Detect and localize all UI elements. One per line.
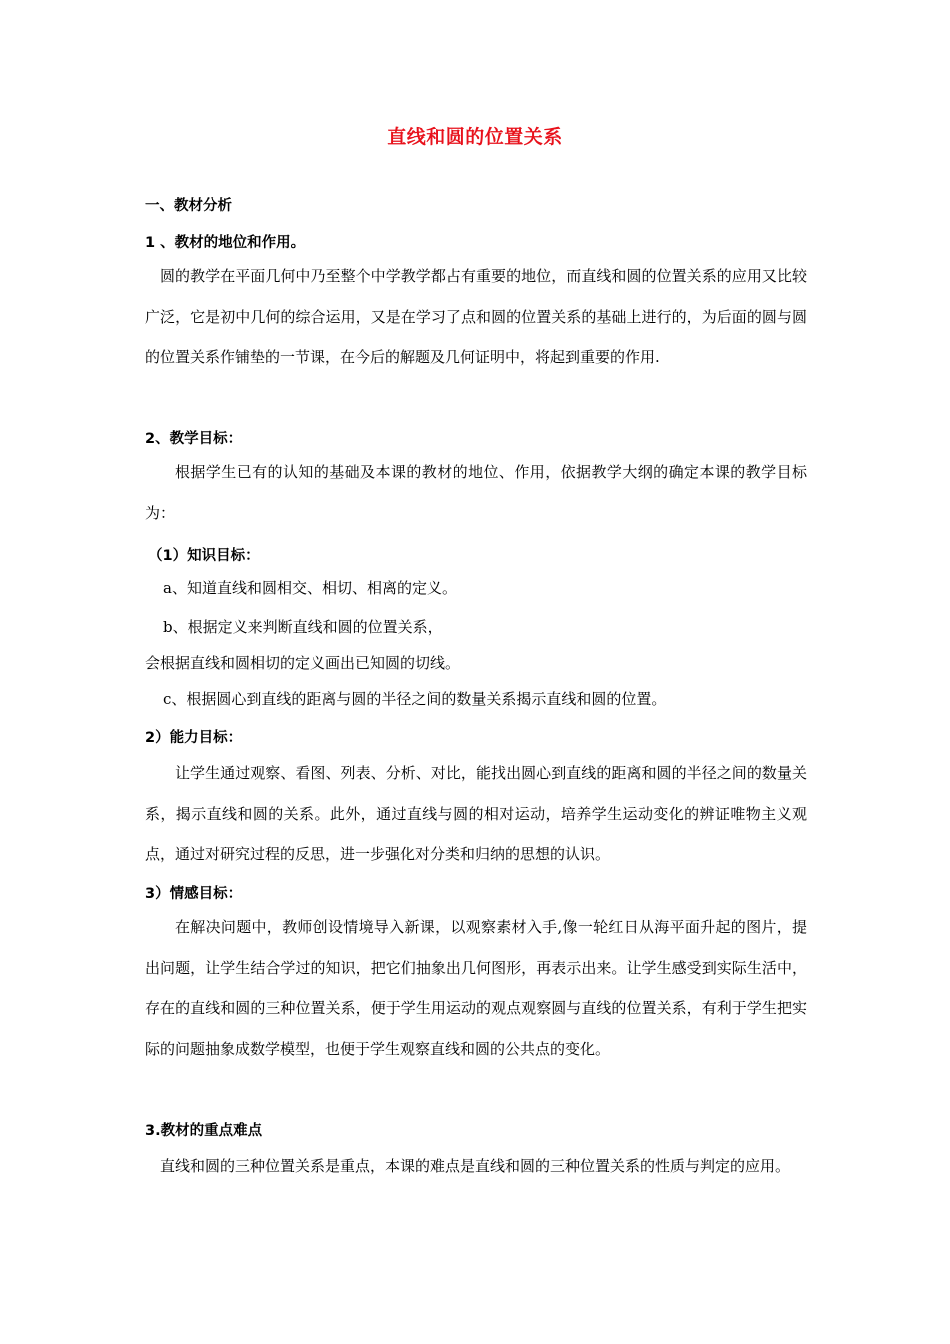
section-heading-teaching-material-analysis: 一、教材分析 (145, 198, 232, 214)
knowledge-item-b: b、根据定义来判断直线和圆的位置关系， (163, 618, 443, 636)
paragraph-emotion-objectives: 在解决问题中，教师创设情境导入新课，以观察素材入手,像一轮红日从海平面升起的图片，提出问题，让学生结合学过的知识，把它们抽象出几何图形，再表示出来。让学生感受到实际生活中，存在的直线和圆的三种位置关系，便于学生用运动的观点观察圆与直线的位置关系，有利于学生把实际的问题抽象成数学模型，也便于学生观察直线和圆的公共点的变化。 (145, 918, 807, 1058)
subheading-ability-objectives: 2）能力目标： (145, 730, 243, 746)
subheading-status-and-role: 1 、教材的地位和作用。 (145, 235, 306, 251)
paragraph-key-and-difficult-points: 直线和圆的三种位置关系是重点，本课的难点是直线和圆的三种位置关系的性质与判定的应用。 (160, 1157, 791, 1175)
paragraph-teaching-objectives: 根据学生已有的认知的基础及本课的教材的地位、作用，依据教学大纲的确定本课的教学目标为： (145, 463, 807, 522)
knowledge-item-c: c、根据圆心到直线的距离与圆的半径之间的数量关系揭示直线和圆的位置。 (163, 690, 667, 708)
subheading-emotion-objectives: 3）情感目标： (145, 886, 243, 902)
paragraph-status-and-role: 圆的教学在平面几何中乃至整个中学教学都占有重要的地位，而直线和圆的位置关系的应用又比较广泛，它是初中几何的综合运用，又是在学习了点和圆的位置关系的基础上进行的，为后面的圆与圆的位置关系作铺垫的一节课，在今后的解题及几何证明中，将起到重要的作用. (145, 267, 807, 366)
subheading-knowledge-objectives: （1）知识目标： (148, 548, 260, 564)
paragraph-ability-objectives: 让学生通过观察、看图、列表、分析、对比，能找出圆心到直线的距离和圆的半径之间的数量关系，揭示直线和圆的关系。此外，通过直线与圆的相对运动，培养学生运动变化的辨证唯物主义观点，通过对研究过程的反思，进一步强化对分类和归纳的思想的认识。 (145, 764, 807, 863)
knowledge-item-b-continued: 会根据直线和圆相切的定义画出已知圆的切线。 (145, 654, 461, 672)
document-title: 直线和圆的位置关系 (387, 126, 563, 148)
subheading-teaching-objectives: 2、教学目标： (145, 431, 243, 447)
knowledge-item-a: a、知道直线和圆相交、相切、相离的定义。 (163, 579, 457, 597)
subheading-key-and-difficult-points: 3.教材的重点难点 (145, 1123, 263, 1139)
